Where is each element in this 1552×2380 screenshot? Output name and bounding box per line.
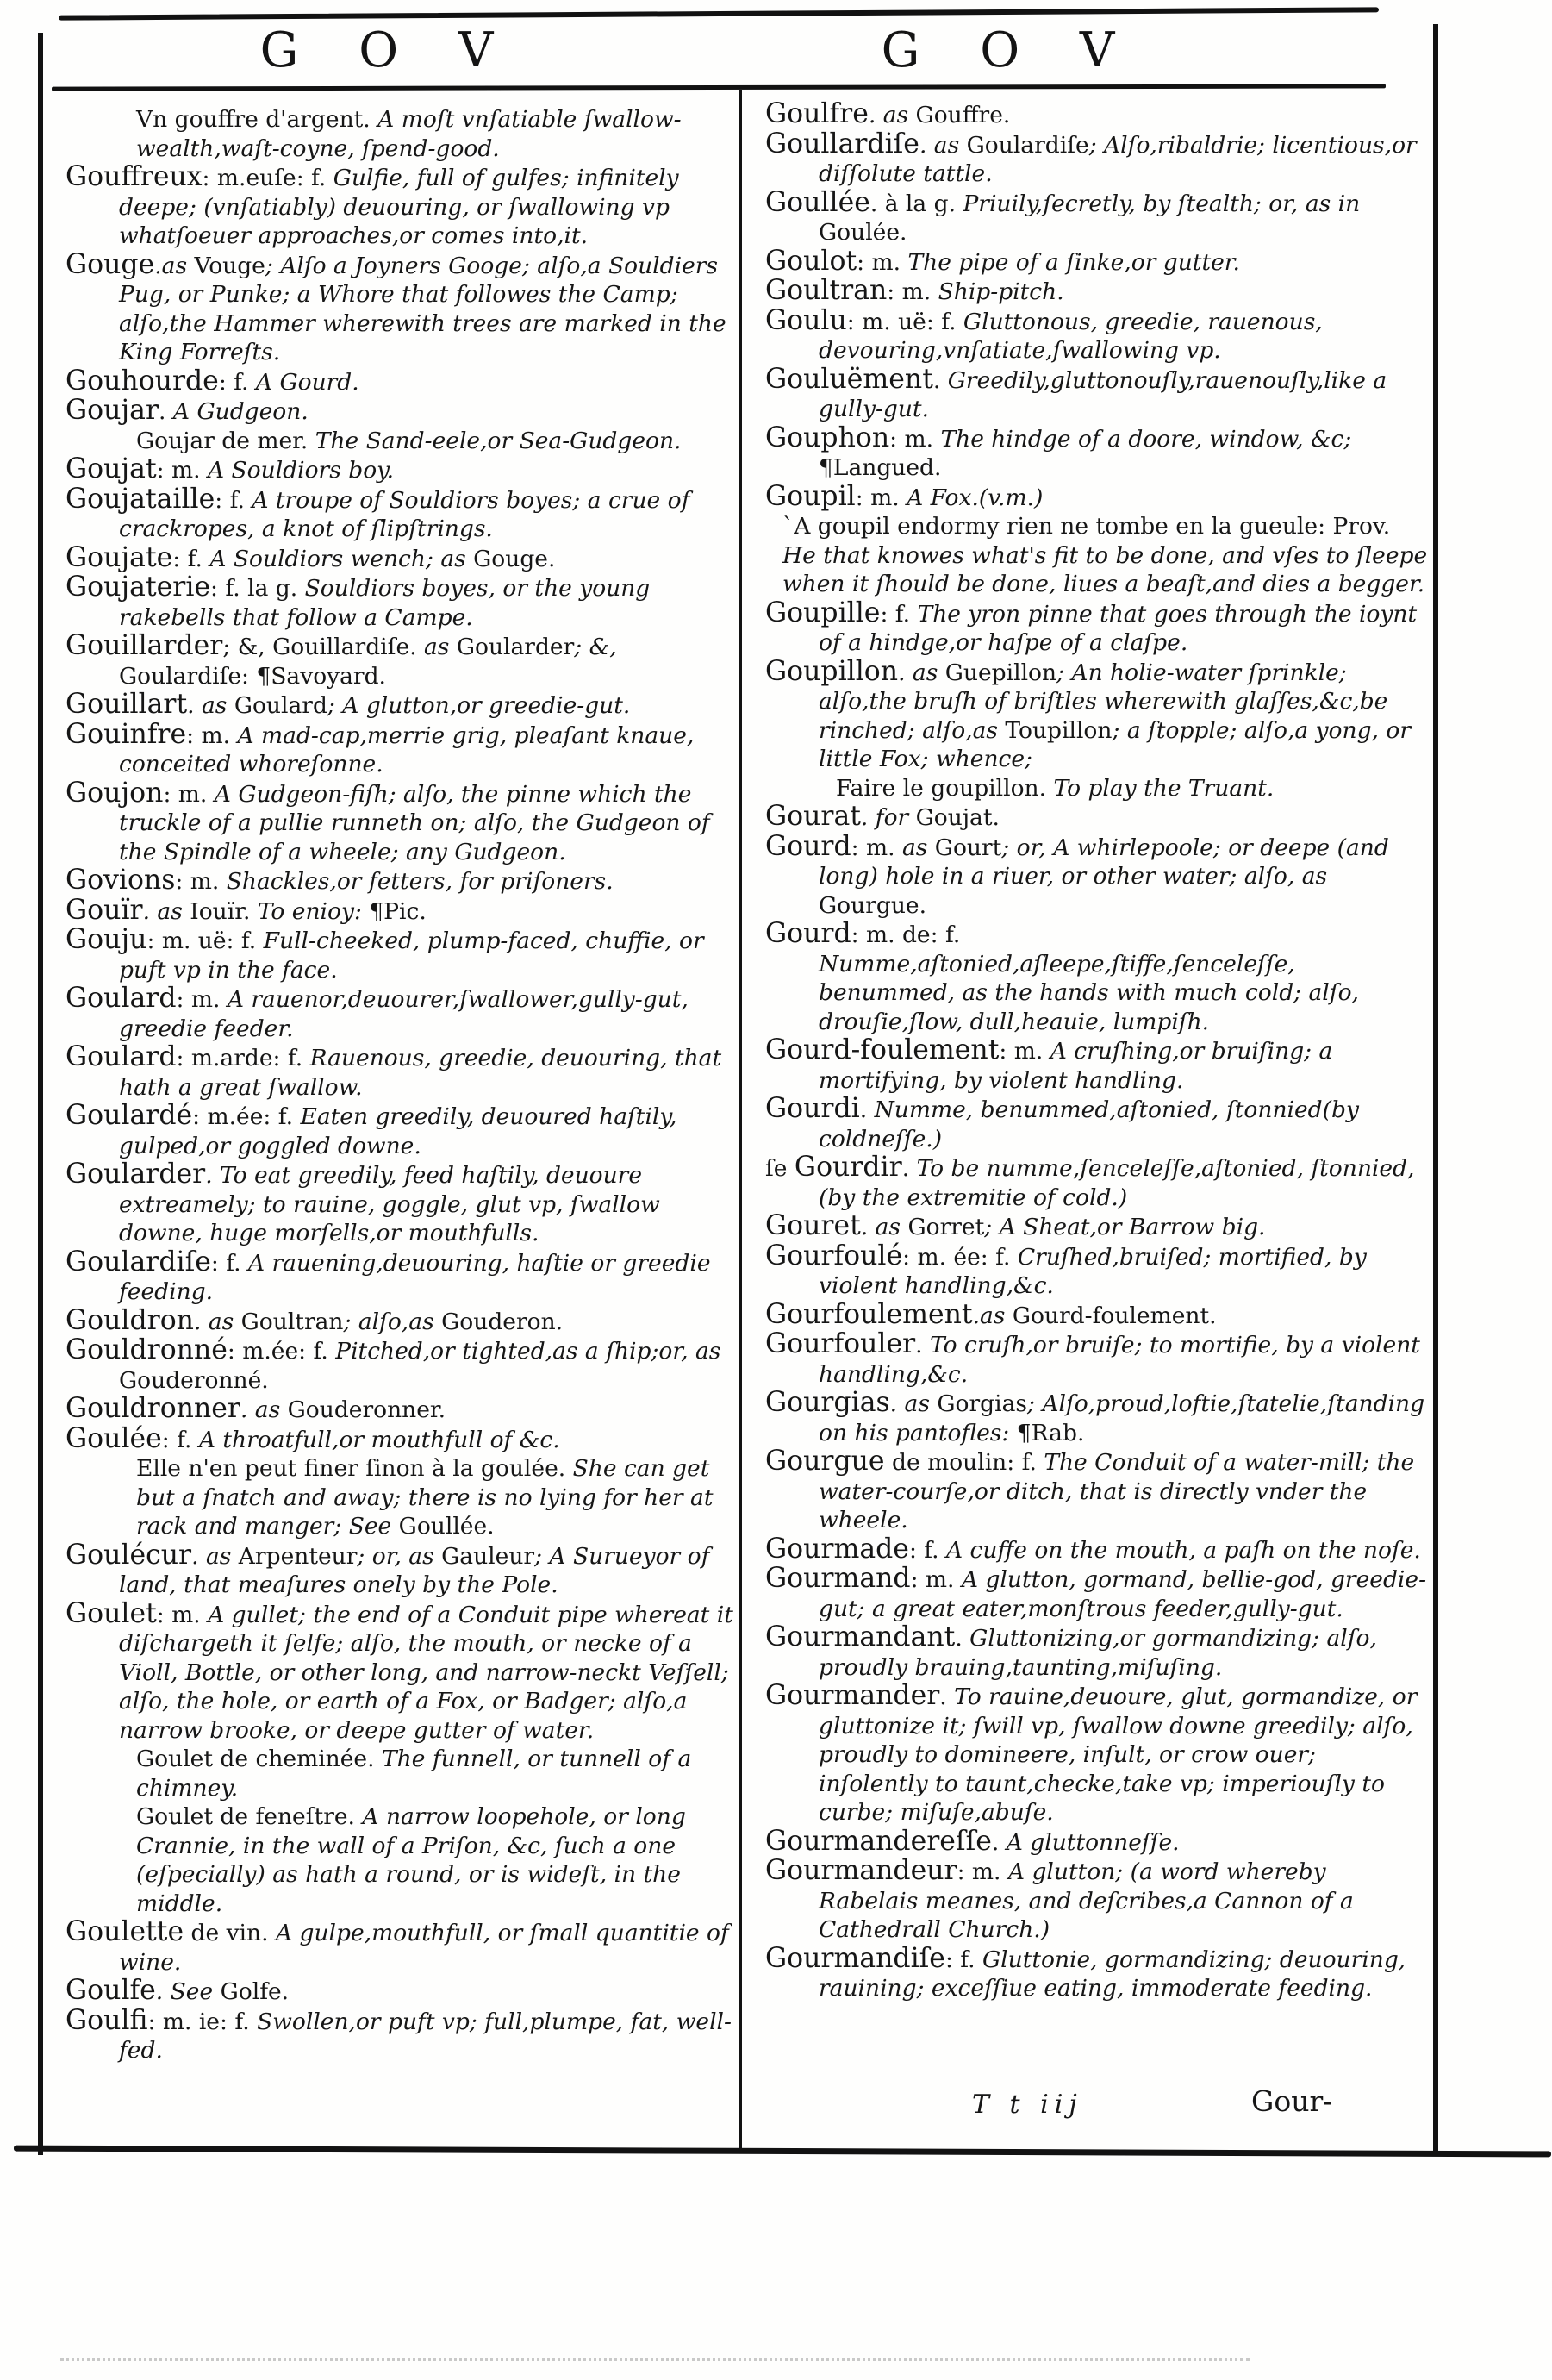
entry-roman-text: Gouderonner. <box>287 1396 446 1423</box>
entry-headword: Gourmandiſe <box>765 1942 945 1974</box>
dictionary-entry <box>65 779 741 867</box>
dictionary-entry <box>765 277 1430 307</box>
bottom-border-rule <box>14 2146 1551 2158</box>
entry-definition-text: A rauenor,deuourer,ſwallower,gully-gut, greedie feeder. <box>119 986 689 1042</box>
entry-headword: Gouret <box>765 1210 861 1241</box>
entry-headword: Gourgue <box>765 1446 885 1477</box>
dictionary-entry <box>65 485 741 544</box>
dictionary-entry <box>765 1565 1430 1623</box>
dictionary-entry <box>65 896 741 927</box>
dictionary-entry <box>65 1597 741 1746</box>
dictionary-entry <box>65 718 741 779</box>
dictionary-entry <box>765 1447 1430 1535</box>
entry-roman-text: Gourt <box>934 834 1002 861</box>
entry-headword: Govions <box>65 865 176 896</box>
entry-headword: Goularder <box>65 1159 206 1190</box>
dictionary-entry <box>65 1745 741 1802</box>
entry-headword: Goullée <box>765 186 870 218</box>
entry-definition-text: The pipe of a ſinke,or gutter. <box>907 248 1240 276</box>
entry-definition-text: The hindge of a doore, window, &c; <box>940 425 1352 453</box>
dictionary-entry <box>65 541 741 574</box>
entry-roman-text: : m. <box>186 721 238 749</box>
entry-roman-text: . <box>159 398 173 425</box>
entry-roman-text: ¶Langued. <box>819 454 942 481</box>
dictionary-entry <box>65 455 741 485</box>
entry-headword: Gourdi <box>765 1093 860 1124</box>
entry-headword: Gourmandant <box>765 1621 956 1652</box>
entry-roman-text: : m. ie: f. <box>147 2008 258 2035</box>
entry-definition-text: Pitched,or tighted,as a ſhip;or, as <box>335 1338 721 1365</box>
entry-roman-text: ; &, Gouillardiſe. <box>222 634 424 660</box>
entry-roman-text: Vn gouffre d'argent. <box>136 106 378 133</box>
entry-roman-text: ¶Pic. <box>369 897 427 925</box>
entry-definition-text: . as <box>889 1390 938 1417</box>
dictionary-entry <box>65 1802 741 1918</box>
entry-headword: Gourfoulé <box>765 1240 903 1271</box>
dictionary-entry <box>65 1304 741 1337</box>
entry-definition-text: To cruſh,or bruiſe; to mortifie, by a violent handling,&c. <box>819 1332 1420 1388</box>
entry-definition-text: Numme,aſtonied,aſleepe,ſtiffe,ſenceleſſe, benummed, as the hands with much cold; alſo, drouſie,ſlow, dull,heauie, lumpiſh. <box>819 950 1359 1035</box>
entry-headword: Goulfre <box>765 98 869 129</box>
entry-definition-text: A Gudgeon-fiſh; alſo, the pinne which the truckle of a pullie runneth on; alſo, the Gudgeon of the Spindle of a wheele; any Gudgeon. <box>119 780 710 865</box>
entry-definition-text: A gluttonneſſe. <box>1006 1828 1180 1856</box>
dictionary-entry <box>765 920 1430 1036</box>
entry-definition-text: The funnell, or tunnell of a chimney. <box>136 1746 692 1802</box>
entry-headword: Goujataille <box>65 483 215 515</box>
entry-headword: Goujon <box>65 777 164 809</box>
entry-definition-text: . See <box>155 1978 221 2005</box>
scan-speckle-marks <box>60 2358 1250 2361</box>
entry-roman-text: Gauleur <box>441 1542 535 1570</box>
dictionary-entry <box>765 1242 1430 1301</box>
dictionary-entry <box>65 2004 741 2065</box>
dictionary-entry <box>65 1043 741 1102</box>
entry-definition-text: Numme, benummed,aſtonied, ſtonnied(by coldneſſe.) <box>819 1096 1359 1153</box>
right-column <box>765 100 1430 2003</box>
entry-definition-text: . as <box>860 1214 908 1240</box>
dictionary-entry <box>765 599 1430 658</box>
entry-roman-text: de vin. <box>184 1920 276 1946</box>
entry-roman-text: Goujat. <box>915 804 1000 831</box>
entry-roman-text: : m.ée: f. <box>227 1338 336 1365</box>
entry-definition-text: A mad-cap,merrie grig, pleaſant knaue, conceited whoreſonne. <box>119 721 695 778</box>
entry-roman-text: : m. <box>851 834 902 861</box>
entry-roman-text: Gourd-foulement. <box>1012 1302 1217 1329</box>
entry-headword: Gouphon <box>765 422 890 453</box>
dictionary-entry <box>65 1160 741 1248</box>
entry-roman-text: : m. ée: f. <box>902 1243 1018 1271</box>
entry-definition-text: . To eat greedily, feed haſtily, deuoure extreamely; to rauine, goggle, glut vp, ſwallow downe, huge morſells,or mouthfulls. <box>119 1162 660 1246</box>
entry-definition-text: Rauenous, greedie, deuouring, that hath a great ſwallow. <box>119 1045 722 1101</box>
entry-roman-text: Goulard <box>234 692 327 719</box>
entry-definition-text: . as <box>898 659 945 686</box>
entry-roman-text: ¶Rab. <box>1016 1419 1085 1446</box>
entry-roman-text: . <box>915 1332 931 1359</box>
dictionary-entry <box>765 480 1430 513</box>
entry-definition-text: Eaten greedily, deuoured haſtily, gulped,or goggled downe. <box>119 1103 677 1159</box>
entry-headword: Gouinfre <box>65 718 187 750</box>
entry-roman-text: Gorret <box>907 1214 985 1240</box>
entry-roman-text: : m.ée: f. <box>192 1103 301 1130</box>
dictionary-entry <box>765 803 1430 833</box>
entry-definition-text: Full-cheeked, plump-faced, chuffie, or puft vp in the face. <box>119 928 704 984</box>
entry-definition-text: To enioy: <box>257 897 370 925</box>
dictionary-entry <box>765 1153 1430 1212</box>
entry-roman-text: Goulet de cheminée. <box>136 1746 382 1772</box>
dictionary-entry <box>765 1682 1430 1827</box>
entry-definition-text: Cruſhed,bruiſed; mortified, by violent handling,&c. <box>819 1243 1367 1299</box>
entry-roman-text: Vouge <box>194 252 265 279</box>
entry-headword: Goulette <box>65 1916 184 1947</box>
dictionary-entry <box>65 1422 741 1455</box>
entry-roman-text: : f. <box>908 1536 946 1564</box>
dictionary-entry <box>765 1212 1430 1242</box>
dictionary-entry <box>765 830 1430 921</box>
entry-definition-text: A cuffe on the mouth, a paſh on the noſe. <box>946 1536 1421 1564</box>
entry-headword: Gourd <box>765 918 851 949</box>
entry-roman-text: : m. <box>887 278 938 305</box>
entry-roman-text: : m. <box>156 457 208 484</box>
entry-definition-text: ; A glutton,or greedie-gut. <box>327 692 631 719</box>
entry-definition-text: . as <box>191 1542 239 1570</box>
entry-definition-text: ; &, <box>574 634 617 660</box>
dictionary-entry <box>765 1827 1430 1858</box>
entry-definition-text: The Sand-eele,or Sea-Gudgeon. <box>315 427 682 454</box>
dictionary-entry <box>765 1942 1430 2003</box>
entry-definition-text: .as <box>972 1302 1013 1329</box>
entry-headword: Gouïr <box>65 894 143 926</box>
entry-definition-text: To be numme,ſenceleſſe,aſtonied, ſtonnied, (by the extremitie of cold.) <box>819 1155 1415 1211</box>
dictionary-entry <box>65 397 741 427</box>
entry-definition-text: A narrow loopehole, or long Crannie, in the wall of a Priſon, &c, ſuch a one (eſpecially) as hath a round, or is wideſt, in the middle. <box>136 1803 686 1917</box>
entry-roman-text: : m. <box>910 1566 962 1593</box>
dictionary-entry <box>65 1918 741 1977</box>
entry-definition-text: A gullet; the end of a Conduit pipe whereat it diſchargeth it ſelfe; alſo, the mouth, or necke of a Violl, Bottle, or other long, and narrow-neckt Veſſell; alſo, the hole, or earth of a Fox, or Badger; alſo,a narrow brooke, or deepe gutter of water. <box>119 1601 733 1744</box>
entry-roman-text: Goulardiſe <box>966 131 1089 159</box>
entry-roman-text: Toupillon <box>1005 716 1113 744</box>
entry-headword: Goulu <box>765 304 847 336</box>
dictionary-entry <box>765 100 1430 130</box>
entry-definition-text: ; Alſo,ribaldrie; licentious,or diſſolute tattle. <box>819 131 1417 187</box>
entry-definition-text: He that knowes what's fit to be done, and vſes to ſleepe when it ſhould be done, liues a beaſt,and dies a begger. <box>782 541 1428 597</box>
entry-roman-text: : f. <box>172 545 210 572</box>
entry-definition-text: A throatfull,or mouthfull of &c. <box>198 1426 560 1453</box>
entry-headword: Gourmandereſſe <box>765 1825 992 1857</box>
entry-roman-text: : m. <box>176 986 228 1013</box>
entry-headword: Goulfe <box>65 1975 156 2006</box>
entry-definition-text: Gluttonie, gormandizing; deuouring, rauining; exceſſiue eating, immoderate feeding. <box>819 1946 1406 2002</box>
entry-roman-text: ſe <box>765 1155 795 1182</box>
entry-definition-text: A moſt vnſatiable ſwallow-wealth,waſt-coyne, ſpend-good. <box>136 106 682 162</box>
entry-headword: Gouldronné <box>65 1334 228 1365</box>
entry-definition-text: Shackles,or fetters, for priſoners. <box>226 868 614 895</box>
entry-definition-text: Gluttonizing,or gormandizing; alſo, proudly brauing,taunting,miſuſing. <box>819 1625 1377 1681</box>
entry-headword: Goulfi <box>65 2004 148 2036</box>
dictionary-entry <box>765 1298 1430 1331</box>
dictionary-entry <box>65 248 741 367</box>
entry-headword: Goujar <box>65 395 159 426</box>
entry-roman-text: Goullée. <box>398 1513 495 1540</box>
dictionary-entry <box>65 866 741 896</box>
entry-roman-text: : f. la g. <box>210 575 305 602</box>
dictionary-entry <box>65 427 741 456</box>
dictionary-entry <box>765 1095 1430 1153</box>
header-divider-rule <box>52 84 1386 91</box>
dictionary-entry <box>765 130 1430 189</box>
dictionary-entry <box>765 365 1430 424</box>
entry-definition-text: Gluttonous, greedie, rauenous, devouring,vnſatiate,ſwallowing vp. <box>819 308 1323 364</box>
dictionary-entry <box>65 1541 741 1600</box>
entry-definition-text: ; An holie-water ſprinkle; alſo,the bruſh of briſtles wherewith glaſſes,&c,be rinched; alſo,as <box>819 659 1388 744</box>
dictionary-entry <box>65 1395 741 1425</box>
dictionary-entry <box>765 1857 1430 1945</box>
dictionary-entry <box>765 247 1430 278</box>
dictionary-entry <box>765 1036 1430 1095</box>
dictionary-entry <box>65 926 741 984</box>
entry-roman-text: : m. <box>857 248 908 276</box>
entry-headword: Goulée <box>65 1422 162 1454</box>
entry-headword: Gourat <box>765 801 861 832</box>
entry-definition-text: . as <box>919 131 967 159</box>
dictionary-entry <box>65 163 741 251</box>
entry-roman-text: Goulet de feneſtre. <box>136 1803 363 1830</box>
dictionary-entry <box>65 632 741 690</box>
entry-roman-text: Gouffre. <box>915 102 1011 128</box>
entry-headword: Goupillon <box>765 655 899 687</box>
entry-roman-text: : f. <box>210 1249 248 1277</box>
entry-headword: Gouju <box>65 924 147 955</box>
entry-roman-text: . <box>859 1096 875 1123</box>
dictionary-entry <box>765 1389 1430 1447</box>
entry-roman-text: : f. <box>880 600 918 628</box>
entry-roman-text: Goulardiſe: ¶Savoyard. <box>119 662 386 690</box>
entry-headword: Goulot <box>765 245 857 277</box>
entry-roman-text: : m. uë: f. <box>846 308 963 335</box>
entry-definition-text: A glutton; (a word whereby Rabelais meanes, and deſcribes,a Cannon of a Cathedrall Church.) <box>819 1858 1354 1943</box>
entry-headword: Gouldronner <box>65 1393 240 1424</box>
entry-definition-text: ; or, A whirlepoole; or deepe (and long) hole in a riuer, or other water; alſo, as <box>819 834 1389 890</box>
entry-headword: Goupille <box>765 597 881 628</box>
dictionary-entry <box>765 655 1430 774</box>
entry-definition-text: . for <box>860 804 916 831</box>
entry-headword: Gourdir <box>794 1152 902 1183</box>
entry-roman-text: : f. <box>944 1946 983 1973</box>
entry-roman-text: : m. uë: f. <box>146 928 264 954</box>
entry-roman-text: Goularder <box>456 634 575 660</box>
entry-definition-text: ; or, as <box>357 1542 442 1570</box>
entry-definition-text: . as <box>240 1396 288 1423</box>
left-column <box>65 105 741 2065</box>
dictionary-entry <box>65 1454 741 1541</box>
dictionary-entry <box>765 774 1430 803</box>
entry-roman-text: Iouïr. <box>190 897 258 925</box>
entry-roman-text: Faire le goupillon. <box>836 774 1054 802</box>
entry-definition-text: ; a ſtopple; alſo,a yong, or little Fox; whence; <box>819 716 1412 772</box>
running-head-left: G O V <box>259 22 516 78</box>
dictionary-entry <box>765 1623 1430 1682</box>
entry-definition-text: ; Alſo a Joyners Googe; alſo,a Souldiers Pug, or Punke; a Whore that followes the Camp; alſo,the Hammer wherewith trees are marked in the King Forreſts. <box>119 252 726 365</box>
entry-headword: Gouillart <box>65 689 188 720</box>
entry-definition-text: Souldiors boyes, or the young rakebells that follow a Campe. <box>119 575 651 631</box>
dictionary-entry <box>765 1535 1430 1565</box>
entry-roman-text: Arpenteur <box>238 1542 358 1570</box>
entry-roman-text: Gouderon. <box>441 1308 564 1335</box>
entry-headword: Goujate <box>65 541 173 573</box>
entry-roman-text: : f. <box>161 1426 199 1453</box>
entry-roman-text: . <box>901 1155 917 1182</box>
entry-headword: Gouldron <box>65 1304 194 1336</box>
entry-definition-text: A Gourd. <box>255 368 359 396</box>
top-border-rule <box>59 7 1379 20</box>
entry-definition-text: A glutton, gormand, bellie-god, greedie-gut; a great eater,monſtrous feeder,gully-gut. <box>819 1566 1427 1622</box>
entry-roman-text: : m. <box>163 780 215 808</box>
entry-roman-text: . <box>991 1828 1007 1856</box>
entry-headword: Goujat <box>65 453 157 484</box>
entry-roman-text: . <box>932 366 948 394</box>
entry-definition-text: The Conduit of a water-mill; the water-courſe,or ditch, that is directly vnder the wheele. <box>819 1449 1415 1534</box>
entry-definition-text: Gulfie, full of gulfes; infinitely deepe; (vnſatiably) deuouring, or ſwallowing vp whatſoeuer approaches,or comes into,it. <box>119 165 679 249</box>
entry-definition-text: To rauine,deuoure, glut, gormandize, or gluttonize it; ſwill vp, ſwallow downe greedily; alſo, proudly to domineere, inſult, or crow ouer; inſolently to taunt,checke,take vp; imperiouſly to curbe; miſuſe,abuſe. <box>819 1683 1418 1826</box>
entry-roman-text: Gouderonné. <box>119 1366 269 1394</box>
dictionary-entry <box>765 186 1430 247</box>
entry-headword: Gourfouler <box>765 1328 916 1359</box>
entry-headword: Goulard <box>65 1041 177 1072</box>
entry-headword: Gourd-foulement <box>765 1034 1000 1065</box>
entry-headword: Gouge <box>65 248 155 280</box>
entry-roman-text: Goultran <box>240 1308 344 1335</box>
entry-roman-text: : m. <box>156 1601 209 1628</box>
dictionary-entry <box>65 1977 741 2007</box>
entry-definition-text: ; A Sheat,or Barrow big. <box>984 1214 1266 1240</box>
entry-headword: Gourfoulement <box>765 1298 973 1330</box>
entry-roman-text: Gorgias <box>937 1390 1027 1417</box>
entry-definition-text: . as <box>142 897 190 925</box>
entry-roman-text: : m.arde: f. <box>176 1045 310 1071</box>
entry-definition-text: Priuily,ſecretly, by ſtealth; or, as in <box>963 190 1361 217</box>
entry-roman-text: : f. <box>215 486 252 514</box>
entry-definition-text: ; alſo,as <box>343 1308 442 1335</box>
entry-definition-text: Swollen,or puft vp; full,plumpe, fat, well-fed. <box>119 2008 732 2064</box>
entry-headword: Gourmand <box>765 1563 911 1594</box>
dictionary-entry <box>65 984 741 1043</box>
entry-roman-text: . à la g. <box>869 190 963 217</box>
entry-definition-text: as <box>424 634 457 660</box>
entry-definition-text: . as <box>193 1308 241 1335</box>
entry-headword: Gourmandeur <box>765 1855 957 1886</box>
entry-headword: Gourmade <box>765 1533 909 1565</box>
entry-definition-text: She can get but a ſnatch and away; there is no lying for her at rack and manger; See <box>136 1455 714 1540</box>
entry-headword: Gourd <box>765 830 851 862</box>
entry-definition-text: ; A Surueyor of land, that meaſures onely by the Pole. <box>119 1542 710 1598</box>
entry-headword: Goullardiſe <box>765 128 919 159</box>
entry-roman-text: de moulin: f. <box>884 1449 1044 1476</box>
dictionary-entry <box>765 304 1430 365</box>
dictionary-entry <box>65 367 741 397</box>
entry-roman-text: Guepillon <box>944 659 1057 686</box>
dictionary-entry <box>65 105 741 163</box>
entry-headword: Goulard <box>65 983 177 1014</box>
entry-headword: Goupil <box>765 480 856 512</box>
entry-roman-text: : m. de: f. <box>851 921 961 948</box>
entry-definition-text: Greedily,gluttonouſly,rauenouſly,like a gully-gut. <box>819 366 1387 422</box>
right-border-rule <box>1433 24 1438 2152</box>
entry-definition-text: A Souldiors boy. <box>207 457 395 484</box>
catchword: Gour- <box>1251 2084 1333 2118</box>
dictionary-entry <box>65 1248 741 1307</box>
entry-roman-text: : m. <box>855 484 907 511</box>
entry-roman-text: : m. <box>999 1038 1050 1065</box>
entry-headword: Goulécur <box>65 1539 192 1571</box>
entry-headword: Gouillarder <box>65 630 223 661</box>
entry-roman-text: Goujar de mer. <box>136 427 315 454</box>
dictionary-entry <box>65 573 741 632</box>
entry-headword: Goulardé <box>65 1100 193 1131</box>
entry-headword: Goulardiſe <box>65 1246 211 1277</box>
entry-definition-text: . as <box>187 692 234 719</box>
entry-roman-text: : m.euſe: f. <box>202 165 333 191</box>
entry-headword: Gouluëment <box>765 363 933 395</box>
entry-roman-text: Golfe. <box>220 1978 290 2005</box>
entry-roman-text: . <box>939 1683 955 1710</box>
entry-headword: Goujaterie <box>65 572 211 603</box>
entry-headword: Gourmander <box>765 1680 940 1711</box>
dictionary-entry <box>765 1330 1430 1389</box>
entry-definition-text: Ship-pitch. <box>938 278 1064 305</box>
left-border-rule <box>38 33 43 2155</box>
signature-mark: T t iij <box>972 2090 1083 2120</box>
dictionary-entry <box>765 512 1430 599</box>
entry-definition-text: A gulpe,mouthfull, or ſmall quantitie of wine. <box>119 1920 729 1976</box>
entry-definition-text: To play the Truant. <box>1053 774 1275 802</box>
entry-headword: Gourgias <box>765 1387 890 1418</box>
dictionary-entry <box>65 1102 741 1160</box>
entry-definition-text: . as <box>868 102 916 128</box>
entry-headword: Gouhourde <box>65 365 219 397</box>
dictionary-entry <box>65 690 741 721</box>
entry-roman-text: Goulée. <box>819 219 907 246</box>
entry-roman-text: Gouge. <box>473 545 556 572</box>
entry-definition-text: as <box>901 834 935 861</box>
entry-headword: Goultran <box>765 275 888 306</box>
entry-definition-text: A Fox.(v.m.) <box>907 484 1044 511</box>
running-head-right: G O V <box>881 22 1138 78</box>
entry-roman-text: : m. <box>889 425 941 453</box>
entry-roman-text: . <box>955 1625 970 1652</box>
entry-definition-text: A Souldiors wench; as <box>209 545 474 572</box>
dictionary-entry <box>65 1336 741 1395</box>
entry-definition-text: A troupe of Souldiors boyes; a crue of crackropes, a knot of ſlipſtrings. <box>119 486 690 542</box>
entry-headword: Goulet <box>65 1597 157 1629</box>
entry-roman-text: Gourgue. <box>819 891 926 919</box>
entry-roman-text: : f. <box>218 368 256 396</box>
entry-definition-text: A Gudgeon. <box>172 398 309 425</box>
entry-roman-text: : m. <box>175 868 227 895</box>
entry-definition-text: ; Alſo,proud,loftie,ſtatelie,ſtanding on his pantofles: <box>819 1390 1425 1446</box>
entry-roman-text: `A goupil endormy rien ne tombe en la gueule: Prov. <box>782 513 1391 540</box>
dictionary-entry <box>765 424 1430 483</box>
entry-definition-text: .as <box>154 252 195 279</box>
entry-headword: Gouffreux <box>65 161 203 192</box>
entry-roman-text: : m. <box>957 1858 1008 1885</box>
entry-roman-text: Elle n'en peut finer ſinon à la goulée. <box>136 1455 573 1482</box>
entry-definition-text: The yron pinne that goes through the ioynt of a hindge,or haſpe of a claſpe. <box>819 600 1418 656</box>
entry-definition-text: A rauening,deuouring, haſtie or greedie feeding. <box>119 1249 711 1305</box>
entry-definition-text: A cruſhing,or bruiſing; a mortifying, by violent handling. <box>819 1038 1333 1094</box>
